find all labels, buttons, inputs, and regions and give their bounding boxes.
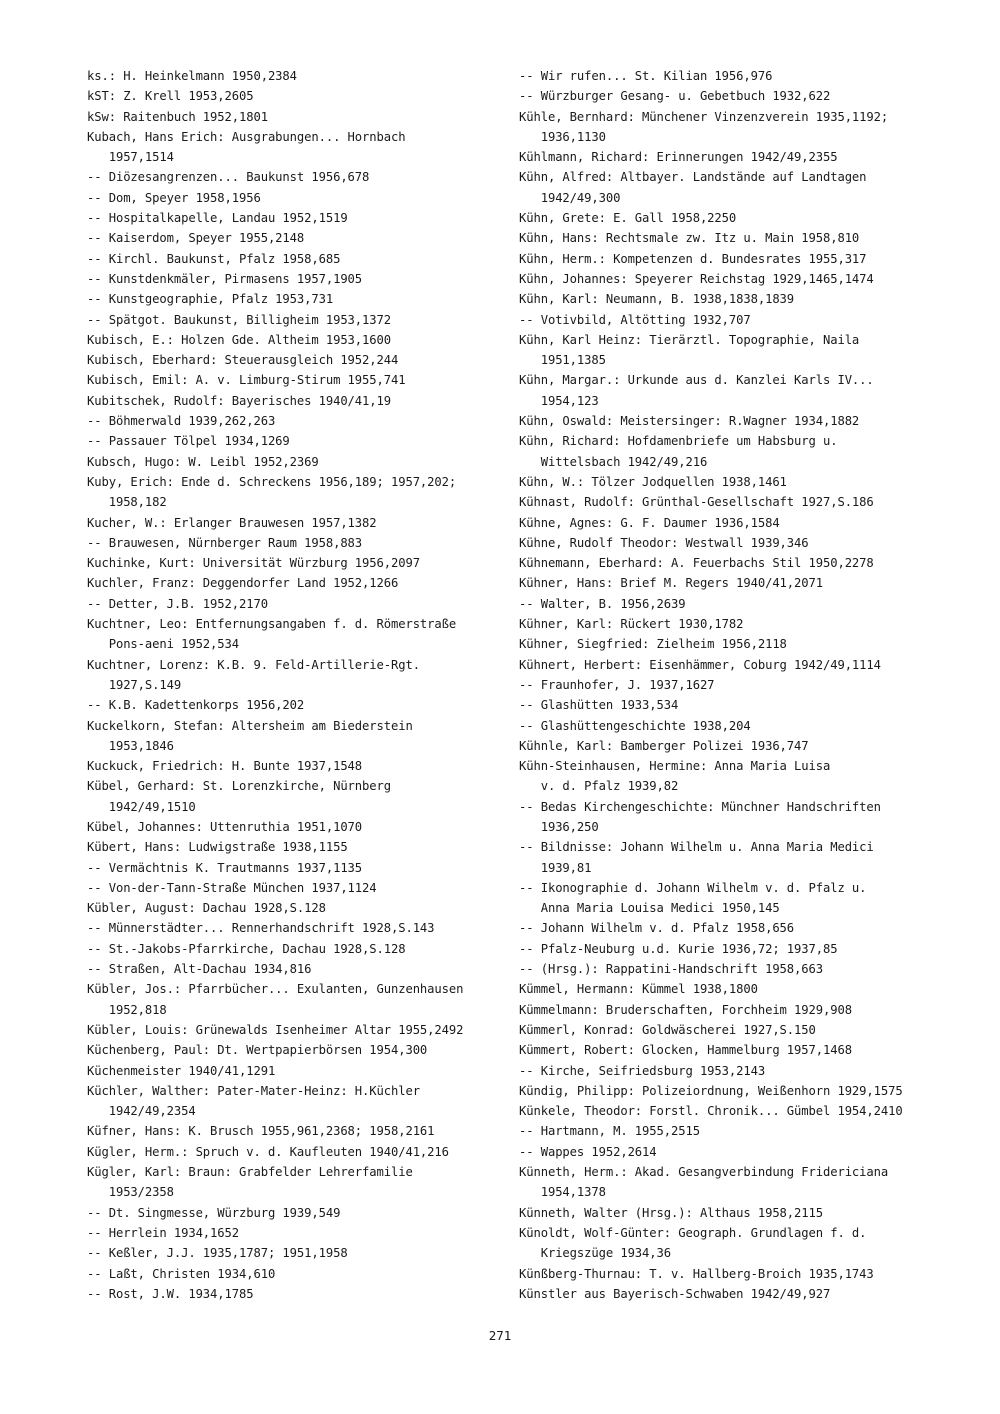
index-entry-line: -- Würzburger Gesang- u. Gebetbuch 1932,622 [519, 89, 831, 104]
index-entry-line: Kubitschek, Rudolf: Bayerisches 1940/41,19 [87, 393, 391, 408]
index-entry-line: kSw: Raitenbuch 1952,1801 [87, 109, 268, 124]
index-entry-line: Kriegszüge 1934,36 [519, 1246, 671, 1261]
index-entry-line: -- (Hrsg.): Rappatini-Handschrift 1958,663 [519, 962, 823, 977]
index-entry-line: Künstler aus Bayerisch-Schwaben 1942/49,927 [519, 1286, 831, 1301]
index-entry-line: Kühn, Alfred: Altbayer. Landstände auf Landtagen [519, 170, 867, 185]
index-entry-line: Kümmelmann: Bruderschaften, Forchheim 1929,908 [519, 1002, 852, 1017]
index-entry-line: Kügler, Herm.: Spruch v. d. Kaufleuten 1940/41,216 [87, 1144, 449, 1159]
index-entry-line: 1954,1378 [519, 1185, 606, 1200]
index-entry-line: -- Dom, Speyer 1958,1956 [87, 190, 261, 205]
index-entry-line: Kubisch, E.: Holzen Gde. Altheim 1953,1600 [87, 332, 391, 347]
index-entry-line: Kubisch, Eberhard: Steuerausgleich 1952,244 [87, 353, 399, 368]
index-entry-line: Kümmerl, Konrad: Goldwäscherei 1927,S.150 [519, 1022, 816, 1037]
index-entry-line: -- Münnerstädter... Rennerhandschrift 1928,S.143 [87, 921, 435, 936]
index-entry-line: Kühn, Johannes: Speyerer Reichstag 1929,1465,1474 [519, 271, 874, 286]
index-entry-line: -- Bildnisse: Johann Wilhelm u. Anna Maria Medici [519, 840, 874, 855]
index-entry-line: Künneth, Herm.: Akad. Gesangverbindung Fridericiana [519, 1165, 889, 1180]
page-number: 271 [488, 1328, 512, 1343]
index-entry-line: -- Wappes 1952,2614 [519, 1144, 657, 1159]
index-entry-line: Küchenmeister 1940/41,1291 [87, 1063, 276, 1078]
index-entry-line: 1942/49,300 [519, 190, 621, 205]
index-entry-line: -- Kaiserdom, Speyer 1955,2148 [87, 231, 305, 246]
index-entry-line: -- Diözesangrenzen... Baukunst 1956,678 [87, 170, 370, 185]
index-entry-line: 1936,1130 [519, 129, 606, 144]
index-entry-line: -- Wir rufen... St. Kilian 1956,976 [519, 69, 773, 83]
index-entry-line: -- Walter, B. 1956,2639 [519, 596, 686, 611]
index-entry-line: -- Laßt, Christen 1934,610 [87, 1266, 276, 1281]
index-entry-line: 1952,818 [87, 1002, 167, 1017]
index-entry-line: Küchenberg, Paul: Dt. Wertpapierbörsen 1954,300 [87, 1043, 428, 1058]
index-entry-line: -- Spätgot. Baukunst, Billigheim 1953,1372 [87, 312, 391, 327]
index-entry-line: Künneth, Walter (Hrsg.): Althaus 1958,2115 [519, 1205, 823, 1220]
index-entry-line: 1927,S.149 [87, 677, 182, 692]
index-entry-line: 1954,123 [519, 393, 599, 408]
index-entry-line: Kuckelkorn, Stefan: Altersheim am Biederstein [87, 718, 413, 733]
index-column-right [519, 66, 939, 1304]
index-entry-line: Kühle, Bernhard: Münchener Vinzenzverein 1935,1192; [519, 109, 889, 124]
index-entry-line: Kuchler, Franz: Deggendorfer Land 1952,1266 [87, 576, 399, 591]
index-entry-line: -- Detter, J.B. 1952,2170 [87, 596, 268, 611]
index-entry-line: Kübler, August: Dachau 1928,S.128 [87, 901, 326, 916]
index-entry-line: -- Von-der-Tann-Straße München 1937,1124 [87, 880, 377, 895]
index-entry-line: -- Rost, J.W. 1934,1785 [87, 1286, 254, 1301]
index-entry-line: Kühn, Oswald: Meistersinger: R.Wagner 1934,1882 [519, 414, 860, 429]
index-entry-line: 1936,250 [519, 819, 599, 834]
index-entry-line: -- Keßler, J.J. 1935,1787; 1951,1958 [87, 1246, 348, 1261]
index-entry-line: Kühner, Siegfried: Zielheim 1956,2118 [519, 637, 787, 652]
index-entry-line: Kühn, Grete: E. Gall 1958,2250 [519, 211, 737, 226]
index-entry-line: -- Kirche, Seifriedsburg 1953,2143 [519, 1063, 766, 1078]
index-entry-line: Kühne, Rudolf Theodor: Westwall 1939,346 [519, 535, 809, 550]
index-entry-line: Künßberg-Thurnau: T. v. Hallberg-Broich 1935,1743 [519, 1266, 874, 1281]
index-entry-line: Kühn, Karl: Neumann, B. 1938,1838,1839 [519, 292, 795, 307]
index-entry-line: Kühn, Karl Heinz: Tierärztl. Topographie, Naila [519, 332, 860, 347]
index-entry-line: Kuchinke, Kurt: Universität Würzburg 1956,2097 [87, 556, 420, 571]
index-entry-line: 1942/49,1510 [87, 799, 196, 814]
index-entry-line: Kühner, Karl: Rückert 1930,1782 [519, 617, 744, 632]
index-entry-line: -- Hospitalkapelle, Landau 1952,1519 [87, 211, 348, 226]
index-entry-line: Kubisch, Emil: A. v. Limburg-Stirum 1955,741 [87, 373, 406, 388]
index-entry-line: -- Kunstdenkmäler, Pirmasens 1957,1905 [87, 271, 363, 286]
index-entry-line: -- Bedas Kirchengeschichte: Münchner Handschriften [519, 799, 881, 814]
index-entry-line: Künoldt, Wolf-Günter: Geograph. Grundlagen f. d. [519, 1225, 867, 1240]
index-entry-line: -- Ikonographie d. Johann Wilhelm v. d. Pfalz u. [519, 880, 867, 895]
index-entry-line: -- St.-Jakobs-Pfarrkirche, Dachau 1928,S.128 [87, 941, 406, 956]
index-column-left [87, 66, 527, 1304]
index-entry-line: Kubsch, Hugo: W. Leibl 1952,2369 [87, 454, 319, 469]
index-entry-line: Kübler, Louis: Grünewalds Isenheimer Altar 1955,2492 [87, 1022, 464, 1037]
index-entry-line: -- Straßen, Alt-Dachau 1934,816 [87, 962, 312, 977]
index-entry-line: -- Kunstgeographie, Pfalz 1953,731 [87, 292, 334, 307]
index-entry-line: ks.: H. Heinkelmann 1950,2384 [87, 69, 297, 83]
index-entry-line: 1953,1846 [87, 738, 174, 753]
index-entry-line: v. d. Pfalz 1939,82 [519, 779, 679, 794]
index-entry-line: Künkele, Theodor: Forstl. Chronik... Gümbel 1954,2410 [519, 1104, 903, 1119]
index-entry-line: 1951,1385 [519, 353, 606, 368]
index-entry-line: Kühnemann, Eberhard: A. Feuerbachs Stil 1950,2278 [519, 556, 874, 571]
index-entry-line: Küfner, Hans: K. Brusch 1955,961,2368; 1958,2161 [87, 1124, 435, 1139]
index-entry-line: 1942/49,2354 [87, 1104, 196, 1119]
index-entry-line: -- Passauer Tölpel 1934,1269 [87, 434, 290, 449]
index-entry-line: Kügler, Karl: Braun: Grabfelder Lehrerfamilie [87, 1165, 413, 1180]
index-entry-line: -- Pfalz-Neuburg u.d. Kurie 1936,72; 1937,85 [519, 941, 838, 956]
index-entry-line: -- Fraunhofer, J. 1937,1627 [519, 677, 715, 692]
index-entry-line: Kuby, Erich: Ende d. Schreckens 1956,189; 1957,202; [87, 474, 457, 489]
index-entry-line: Kühn, Hans: Rechtsmale zw. Itz u. Main 1958,810 [519, 231, 860, 246]
index-entry-line: -- Votivbild, Altötting 1932,707 [519, 312, 751, 327]
index-entry-line: -- K.B. Kadettenkorps 1956,202 [87, 698, 305, 713]
index-entry-line: Kucher, W.: Erlanger Brauwesen 1957,1382 [87, 515, 377, 530]
index-entry-line: Kuchtner, Lorenz: K.B. 9. Feld-Artillerie-Rgt. [87, 657, 420, 672]
index-entry-line: Kündig, Philipp: Polizeiordnung, Weißenhorn 1929,1575 [519, 1083, 903, 1098]
index-entry-line: 1957,1514 [87, 150, 174, 165]
index-entry-line: -- Böhmerwald 1939,262,263 [87, 414, 276, 429]
index-entry-line: -- Glashütten 1933,534 [519, 698, 679, 713]
index-entry-line: Kübert, Hans: Ludwigstraße 1938,1155 [87, 840, 348, 855]
index-entry-line: Kühn, Margar.: Urkunde aus d. Kanzlei Karls IV... [519, 373, 874, 388]
index-entry-line: Anna Maria Louisa Medici 1950,145 [519, 901, 780, 916]
index-entry-line: Kübler, Jos.: Pfarrbücher... Exulanten, Gunzenhausen [87, 982, 464, 997]
index-entry-line: Kübel, Johannes: Uttenruthia 1951,1070 [87, 819, 363, 834]
index-entry-line: -- Herrlein 1934,1652 [87, 1225, 239, 1240]
index-entry-line: Kühn-Steinhausen, Hermine: Anna Maria Luisa [519, 759, 831, 774]
index-entry-line: -- Johann Wilhelm v. d. Pfalz 1958,656 [519, 921, 795, 936]
index-entry-line: Pons-aeni 1952,534 [87, 637, 239, 652]
index-entry-line: Kühn, W.: Tölzer Jodquellen 1938,1461 [519, 474, 787, 489]
index-entry-line: Kuckuck, Friedrich: H. Bunte 1937,1548 [87, 759, 363, 774]
index-entry-line: -- Kirchl. Baukunst, Pfalz 1958,685 [87, 251, 341, 266]
index-entry-line: Kübel, Gerhard: St. Lorenzkirche, Nürnberg [87, 779, 391, 794]
index-entry-line: -- Brauwesen, Nürnberger Raum 1958,883 [87, 535, 363, 550]
index-entry-line: Kümmel, Hermann: Kümmel 1938,1800 [519, 982, 758, 997]
index-entry-line: Kühn, Herm.: Kompetenzen d. Bundesrates 1955,317 [519, 251, 867, 266]
index-entry-line: -- Hartmann, M. 1955,2515 [519, 1124, 700, 1139]
index-entry-line: Kühnert, Herbert: Eisenhämmer, Coburg 1942/49,1114 [519, 657, 881, 672]
index-entry-line: -- Glashüttengeschichte 1938,204 [519, 718, 751, 733]
index-entry-line: Kühn, Richard: Hofdamenbriefe um Habsburg u. [519, 434, 838, 449]
index-entry-line: Kühnle, Karl: Bamberger Polizei 1936,747 [519, 738, 809, 753]
index-entry-line: -- Dt. Singmesse, Würzburg 1939,549 [87, 1205, 341, 1220]
index-entry-line: Kubach, Hans Erich: Ausgrabungen... Hornbach [87, 129, 406, 144]
index-entry-line: kST: Z. Krell 1953,2605 [87, 89, 254, 104]
index-entry-line: Kühne, Agnes: G. F. Daumer 1936,1584 [519, 515, 780, 530]
index-entry-line: Wittelsbach 1942/49,216 [519, 454, 708, 469]
index-entry-line: Kühner, Hans: Brief M. Regers 1940/41,2071 [519, 576, 823, 591]
index-entry-line: Kühnast, Rudolf: Grünthal-Gesellschaft 1927,S.186 [519, 495, 874, 510]
index-entry-line: Küchler, Walther: Pater-Mater-Heinz: H.Küchler [87, 1083, 420, 1098]
index-entry-line: 1939,81 [519, 860, 592, 875]
index-entry-line: Kühlmann, Richard: Erinnerungen 1942/49,2355 [519, 150, 838, 165]
index-entry-line: Kümmert, Robert: Glocken, Hammelburg 1957,1468 [519, 1043, 852, 1058]
index-entry-line: 1958,182 [87, 495, 167, 510]
index-entry-line: 1953/2358 [87, 1185, 174, 1200]
index-entry-line: Kuchtner, Leo: Entfernungsangaben f. d. Römerstraße [87, 617, 457, 632]
index-entry-line: -- Vermächtnis K. Trautmanns 1937,1135 [87, 860, 363, 875]
